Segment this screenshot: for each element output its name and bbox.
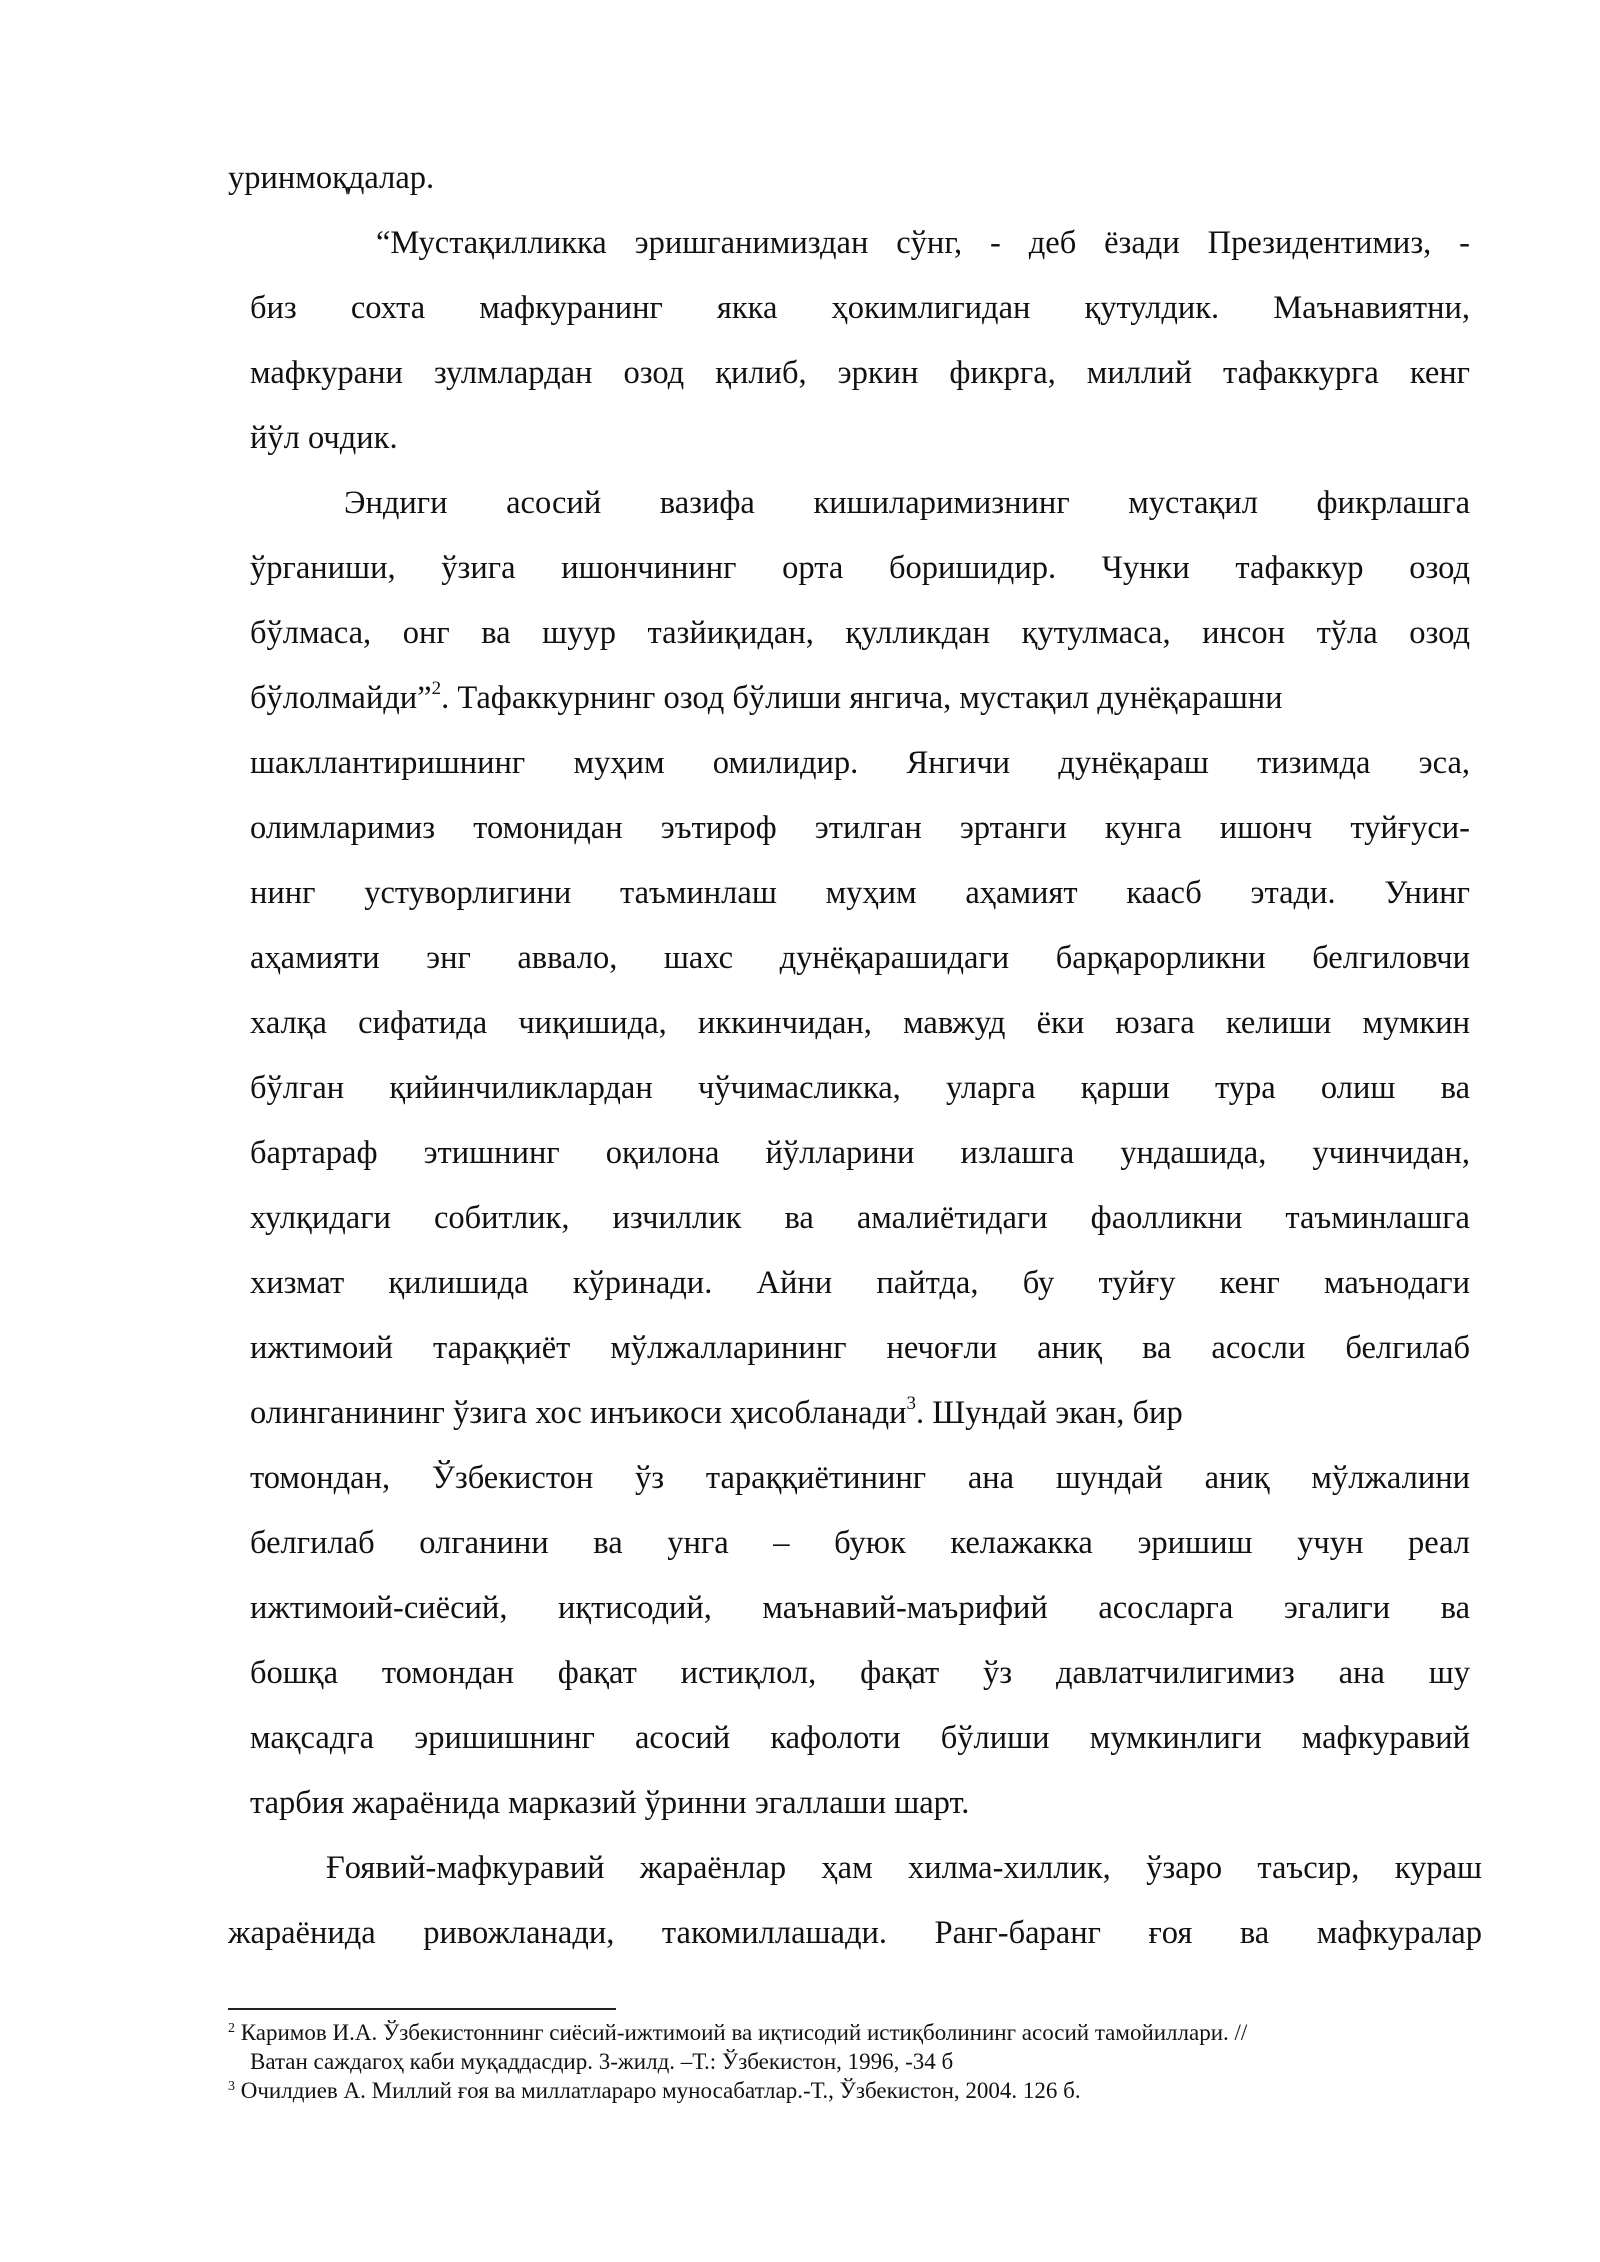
quote-line: белгилаб олганини ва унга – буюк келажакка эришиш учун реал (250, 1525, 1470, 1561)
quote-text: . Тафаккурнинг озод бўлиши янгича, мустақил дунёқарашни (441, 680, 1283, 716)
quote-text: бўлолмайди” (250, 680, 432, 716)
quote-line: мақсадга эришишнинг асосий кафолоти бўлиши мумкинлиги мафкуравий (250, 1720, 1470, 1756)
quote-line-with-footnote-ref (250, 1381, 1470, 1446)
quote-line: халқа сифатида чиқишида, иккинчидан, мавжуд ёки юзага келиши мумкин (250, 1005, 1470, 1041)
quote-line: ижтимоий-сиёсий, иқтисодий, маънавий-маърифий асосларга эгалиги ва (250, 1590, 1470, 1626)
quote-line: шакллантиришнинг муҳим омилидир. Янгичи дунёқараш тизимда эса, (250, 745, 1470, 781)
quote-text: . Шундай экан, бир (916, 1395, 1183, 1431)
quote-line: олимларимиз томонидан эътироф этилган эртанги кунга ишонч туйғуси- (250, 810, 1470, 846)
quote-first-line: “Мустақилликка эришганимиздан сўнг, - деб ёзади Президентимиз, - (376, 225, 1470, 261)
footnote-text: Очилдиев А. Миллий ғоя ва миллатлараро муносабатлар.-Т., Ўзбекистон, 2004. 126 б. (240, 2078, 1081, 2103)
footnote-number: 3 (228, 2079, 235, 2095)
footnote-separator (228, 2008, 616, 2010)
footnote-2-continued (250, 2047, 953, 2076)
footnote-ref-2[interactable]: 2 (431, 678, 442, 700)
footnote-text: Каримов И.А. Ўзбекистоннинг сиёсий-ижтимоий ва иқтисодий истиқболининг асосий тамойиллари. // (240, 2020, 1248, 2045)
quote-line: хулқидаги собитлик, изчиллик ва амалиётидаги фаолликни таъминлашга (250, 1200, 1470, 1236)
quote-line: биз сохта мафкуранинг якка ҳокимлигидан қутулдик. Маънавиятни, (250, 290, 1470, 326)
footnote-2 (228, 2018, 1247, 2047)
body-line: уринмоқдалар. (228, 160, 435, 196)
footnote-3 (228, 2076, 1081, 2105)
quote-text: олинганининг ўзига хос инъикоси ҳисобланади (250, 1395, 907, 1431)
quote-line: ижтимоий тараққиёт мўлжалларининг нечоғли аниқ ва асосли белгилаб (250, 1330, 1470, 1366)
quote-line: тарбия жараёнида марказий ўринни эгаллаши шарт. (250, 1785, 970, 1821)
quote-line: йўл очдик. (250, 420, 398, 456)
quote-line: мафкурани зулмлардан озод қилиб, эркин фикрга, миллий тафаккурга кенг (250, 355, 1470, 391)
paragraph-line: Ғоявий-мафкуравий жараёнлар ҳам хилма-хиллик, ўзаро таъсир, кураш (326, 1850, 1482, 1886)
quote-line: томондан, Ўзбекистон ўз тараққиётининг ана шундай аниқ мўлжалини (250, 1460, 1470, 1496)
quote-line-with-footnote-ref (250, 666, 1470, 731)
quote-line: ўрганиши, ўзига ишончининг орта боришидир. Чунки тафаккур озод (250, 550, 1470, 586)
footnote-ref-3[interactable]: 3 (906, 1393, 917, 1415)
quote-line: бартараф этишнинг оқилона йўлларини излашга ундашида, учинчидан, (250, 1135, 1470, 1171)
quote-line: Эндиги асосий вазифа кишиларимизнинг мустақил фикрлашга (344, 485, 1470, 521)
footnote-number: 2 (228, 2021, 235, 2037)
quote-line: бўлмаса, онг ва шуур тазйиқидан, қулликдан қутулмаса, инсон тўла озод (250, 615, 1470, 651)
quote-line: бошқа томондан фақат истиқлол, фақат ўз давлатчилигимиз ана шу (250, 1655, 1470, 1691)
footnote-text: Ватан саждагоҳ каби муқаддасдир. 3-жилд. –Т.: Ўзбекистон, 1996, -34 б (250, 2049, 954, 2074)
quote-line: нинг устуворлигини таъминлаш муҳим аҳамият каасб этади. Унинг (250, 875, 1470, 911)
quote-line: аҳамияти энг аввало, шахс дунёқарашидаги барқарорликни белгиловчи (250, 940, 1470, 976)
paragraph-line: жараёнида ривожланади, такомиллашади. Ранг-баранг ғоя ва мафкуралар (228, 1915, 1482, 1951)
quote-line: хизмат қилишида кўринади. Айни пайтда, бу туйғу кенг маънодаги (250, 1265, 1470, 1301)
quote-line: бўлган қийинчиликлардан чўчимасликка, уларга қарши тура олиш ва (250, 1070, 1470, 1106)
